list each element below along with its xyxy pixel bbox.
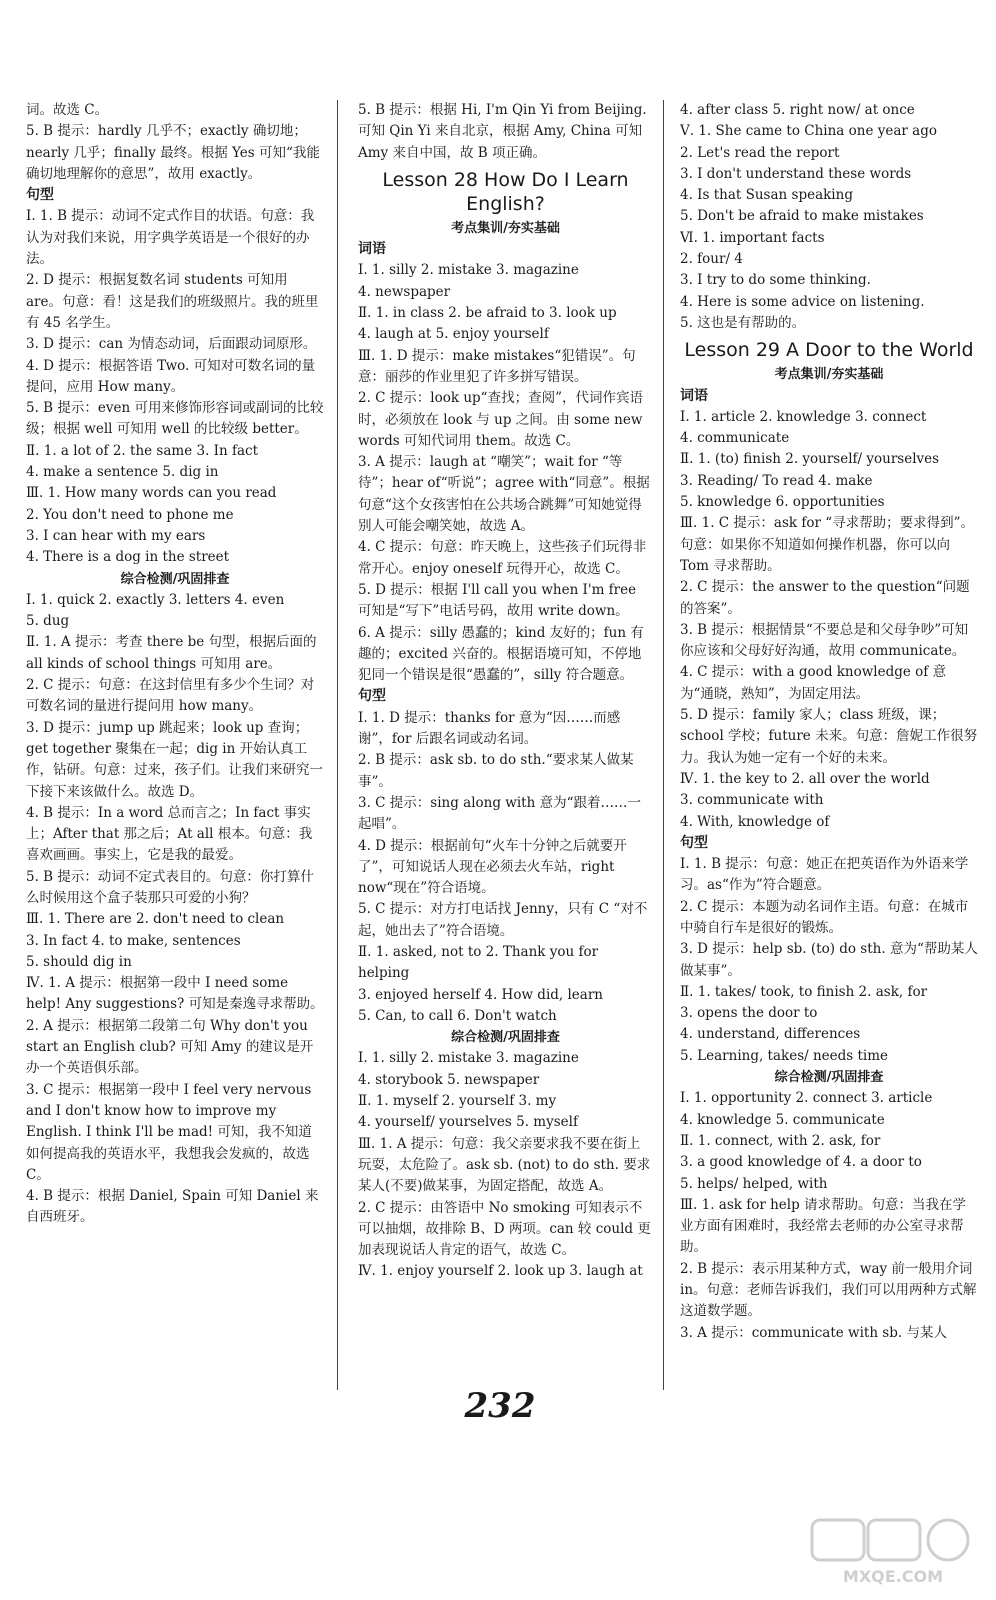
answer-line: 3. D 提示：jump up 跳起来；look up 查询；get together 聚集在一起；dig in 开始认真工作，钻研。句意：过来，孩子们。让我们来研究一下接下来该做什么。故选 D。 — [26, 719, 323, 800]
answer-line: 2. C 提示：look up“查找；查阅”，代词作宾语时，必须放在 look 与 up 之间。由 some new words 可知代词用 them。故选 C。 — [358, 390, 643, 449]
section-heading: 句型 — [358, 688, 386, 705]
answer-line: Ⅰ. 1. opportunity 2. connect 3. article — [680, 1090, 933, 1107]
answer-line: 5. helps/ helped, with — [680, 1175, 828, 1192]
answer-line: Ⅲ. 1. D 提示：make mistakes“犯错误”。句意：丽莎的作业里犯了许多拼写错误。 — [358, 347, 636, 385]
answer-line: Ⅳ. 1. A 提示：根据第一段中 I need some help! Any suggestions? 可知是秦逸寻求帮助。 — [26, 975, 324, 1013]
answer-line: 3. opens the door to — [680, 1005, 818, 1022]
answer-line: Ⅵ. 1. important facts — [680, 229, 825, 246]
answer-line: Ⅱ. 1. a lot of 2. the same 3. In fact — [26, 442, 258, 459]
lesson-title: Lesson 28 How Do I Learn English? — [382, 168, 629, 215]
answer-line: Ⅱ. 1. in class 2. be afraid to 3. look up — [358, 305, 617, 322]
section-heading: 句型 — [26, 187, 54, 204]
answer-line: 5. B 提示：hardly 几乎不；exactly 确切地；nearly 几乎；finally 最终。根据 Yes 可知“我能确切地理解你的意思”，故用 exactly。 — [26, 123, 320, 182]
column-right — [680, 100, 978, 1344]
answer-line: 4. yourself/ yourselves 5. myself — [358, 1114, 578, 1131]
answer-line: 3. In fact 4. to make, sentences — [26, 932, 241, 949]
answer-line: Ⅳ. 1. enjoy yourself 2. look up 3. laugh at — [358, 1263, 643, 1280]
answer-line: Ⅰ. 1. B 提示：句意：她正在把英语作为外语来学习。as“作为”符合题意。 — [680, 856, 969, 894]
answer-line: 5. dug — [26, 613, 70, 630]
answer-line: 3. C 提示：sing along with 意为“跟着……一起唱”。 — [358, 794, 641, 833]
answer-line: Ⅴ. 1. She came to China one year ago — [680, 123, 937, 140]
answer-line: 2. C 提示：the answer to the question“问题的答案”。 — [680, 579, 970, 617]
answer-line: Ⅱ. 1. takes/ took, to finish 2. ask, for — [680, 983, 928, 1000]
answer-line: 5. D 提示：family 家人；class 班级，课；school 学校；future 未来。句意：詹妮工作很努力。我认为她一定有一个好的未来。 — [680, 707, 978, 766]
answer-line: Ⅱ. 1. myself 2. yourself 3. my — [358, 1093, 557, 1110]
answer-line: Ⅳ. 1. the key to 2. all over the world — [680, 770, 930, 787]
answer-line: 3. a good knowledge of 4. a door to — [680, 1154, 922, 1171]
answer-line: 5. D 提示：根据 I'll call you when I'm free 可知是“写下”电话号码，故用 write down。 — [358, 581, 637, 620]
answer-line: 3. communicate with — [680, 792, 824, 809]
answer-line: 3. A 提示：laugh at “嘲笑”；wait for “等待”；hear of“听说”；agree with“同意”。根据句意“这个女孩害怕在公共场合跳舞”可知她觉得别人可能会嘲笑她，故选 A。 — [358, 454, 650, 535]
answer-line: 4. newspaper — [358, 283, 451, 300]
answer-line: Ⅰ. 1. D 提示：thanks for 意为“因……而感谢”，for 后跟名词或动名词。 — [358, 709, 621, 748]
column-divider — [337, 100, 338, 1390]
answer-line: 3. C 提示：根据第一段中 I feel very nervous and I don't know how to improve my English. I think I'll be mad! 可知，我不知道如何提高我的英语水平，我想我会发疯的，故选 C。 — [26, 1081, 312, 1183]
answer-line: 4. laugh at 5. enjoy yourself — [358, 326, 549, 343]
answer-line: 3. D 提示：help sb. (to) do sth. 意为“帮助某人做某事”。 — [680, 941, 978, 979]
answer-line: Ⅱ. 1. (to) finish 2. yourself/ yourselves — [680, 451, 940, 468]
answer-line: 6. A 提示：silly 愚蠢的；kind 友好的；fun 有趣的；excited 兴奋的。根据语境可知，不停地犯同一个错误是很“愚蠢的”，silly 符合题意。 — [358, 624, 644, 684]
answer-line: 4. C 提示：句意：昨天晚上，这些孩子们玩得非常开心。enjoy oneself 玩得开心，故选 C。 — [358, 539, 647, 577]
lesson-title: Lesson 29 A Door to the World — [684, 339, 974, 362]
answer-line: Ⅰ. 1. silly 2. mistake 3. magazine — [358, 1050, 579, 1067]
answer-line: Ⅰ. 1. silly 2. mistake 3. magazine — [358, 262, 579, 279]
answer-line: 2. D 提示：根据复数名词 students 可知用 are。句意：看！这是我们的班级照片。我的班里有 45 名学生。 — [26, 272, 319, 331]
answer-line: Ⅲ. 1. A 提示：句意：我父亲要求我不要在街上玩耍，太危险了。ask sb. (not) to do sth. 要求某人(不要)做某事，为固定搭配，故选 A。 — [358, 1135, 651, 1195]
answer-line: 3. I don't understand these words — [680, 165, 912, 182]
section-heading: 词语 — [680, 387, 708, 404]
answer-line: 3. A 提示：communicate with sb. 与某人 — [680, 1324, 947, 1341]
answer-line: 5. B 提示：根据 Hi, I'm Qin Yi from Beijing. 可知 Qin Yi 来自北京，根据 Amy, China 可知 Amy 来自中国，故 B 项正确。 — [358, 102, 647, 161]
answer-line: 4. understand, differences — [680, 1026, 861, 1043]
answer-line: 5. B 提示：动词不定式表目的。句意：你打算什么时候用这个盒子装那只可爱的小狗？ — [26, 868, 314, 906]
subsection-heading: 考点集训/夯实基础 — [774, 367, 884, 383]
subsection-heading: 综合检测/巩固排查 — [451, 1030, 560, 1046]
answer-line: Ⅲ. 1. ask for help 请求帮助。句意：当我在学业方面有困难时，我经常去老师的办公室寻求帮助。 — [680, 1196, 967, 1256]
answer-line: 4. D 提示：根据答语 Two. 可知对可数名词的量提问，应用 How many。 — [26, 357, 316, 395]
section-heading: 句型 — [680, 834, 708, 851]
watermark-text: MXQE.COM — [842, 1567, 944, 1586]
answer-line: 4. C 提示：with a good knowledge of 意为“通晓，熟知”，为固定用法。 — [680, 664, 947, 702]
subsection-heading: 综合检测/巩固排查 — [120, 571, 230, 587]
answer-line: 2. B 提示：表示用某种方式，way 前一般用介词 in。句意：老师告诉我们，我们可以用两种方式解这道数学题。 — [680, 1260, 977, 1320]
answer-line: 2. C 提示：由答语中 No smoking 可知表示不可以抽烟，故排除 B、D 两项。can 较 could 更加表现说话人肯定的语气，故选 C。 — [358, 1199, 651, 1259]
answer-line: 5. knowledge 6. opportunities — [680, 494, 885, 511]
answer-line: Ⅰ. 1. B 提示：动词不定式作目的状语。句意：我认为对我们来说，用字典学英语是一个很好的办法。 — [26, 208, 315, 268]
answer-line: 5. B 提示：even 可用来修饰形容词或副词的比较级；根据 well 可知用 well 的比较级 better。 — [26, 400, 324, 438]
answer-line: 2. C 提示：句意：在这封信里有多少个生词？对可数名词的量进行提问用 how many。 — [26, 677, 315, 715]
answer-line: 3. Reading/ To read 4. make — [680, 472, 873, 489]
answer-line: Ⅱ. 1. connect, with 2. ask, for — [680, 1132, 881, 1149]
column-divider — [663, 100, 664, 1390]
answer-line: 4. B 提示：In a word 总而言之；In fact 事实上；After that 那之后；At all 根本。句意：我喜欢画画。事实上，它是我的最爱。 — [26, 804, 313, 864]
answer-line: Ⅲ. 1. There are 2. don't need to clean — [26, 911, 285, 928]
answer-line: 3. D 提示：can 为情态动词，后面跟动词原形。 — [26, 336, 317, 353]
answer-line: 2. You don't need to phone me — [26, 506, 234, 523]
answer-line: 4. There is a dog in the street — [26, 549, 230, 566]
section-heading: 词语 — [358, 241, 386, 258]
answer-line: 5. 这也是有帮助的。 — [680, 314, 806, 331]
answer-line: 3. enjoyed herself 4. How did, learn — [358, 986, 603, 1003]
answer-line: Ⅲ. 1. C 提示：ask for “寻求帮助；要求得到”。句意：如果你不知道如何操作机器，你可以向 Tom 寻求帮助。 — [680, 515, 975, 574]
answer-line: 4. knowledge 5. communicate — [680, 1111, 885, 1128]
answer-line: 2. B 提示：ask sb. to do sth.“要求某人做某事”。 — [358, 752, 634, 790]
answer-line: 2. A 提示：根据第二段第二句 Why don't you start an English club? 可知 Amy 的建议是开办一个英语俱乐部。 — [26, 1017, 314, 1077]
page-number: 232 — [464, 1386, 536, 1426]
answer-line: 4. D 提示：根据前句“火车十分钟之后就要开了”，可知说话人现在必须去火车站，right now“现在”符合语境。 — [358, 837, 627, 897]
answer-line: 词。故选 C。 — [26, 102, 109, 118]
answer-line: 5. Learning, takes/ needs time — [680, 1047, 889, 1064]
answer-line: 3. B 提示：根据情景“不要总是和父母争吵”可知你应该和父母好好沟通，故用 communicate。 — [680, 621, 969, 660]
answer-line: 4. storybook 5. newspaper — [358, 1071, 540, 1088]
answer-line: 4. B 提示：根据 Daniel, Spain 可知 Daniel 来自西班牙。 — [26, 1188, 319, 1226]
answer-line: 5. C 提示：对方打电话找 Jenny，只有 C “对不起，她出去了”符合语境。 — [358, 901, 648, 939]
answer-line: 4. communicate — [680, 430, 790, 447]
answer-line: 4. Is that Susan speaking — [680, 187, 853, 204]
answer-line: Ⅰ. 1. quick 2. exactly 3. letters 4. even — [26, 591, 285, 608]
answer-line: 5. Can, to call 6. Don't watch — [358, 1007, 557, 1024]
subsection-heading: 综合检测/巩固排查 — [774, 1070, 884, 1086]
subsection-heading: 考点集训/夯实基础 — [451, 220, 560, 236]
answer-line: Ⅱ. 1. A 提示：考查 there be 句型，根据后面的 all kinds of school things 可知用 are。 — [26, 634, 317, 672]
answer-line: 3. I can hear with my ears — [26, 527, 206, 544]
answer-line: 2. C 提示：本题为动名词作主语。句意：在城市中骑自行车是很好的锻炼。 — [680, 898, 969, 936]
answer-line: 5. should dig in — [26, 953, 132, 970]
column-middle — [358, 100, 653, 1283]
answer-line: 2. Let's read the report — [680, 144, 840, 161]
answer-line: 4. make a sentence 5. dig in — [26, 464, 219, 481]
answer-line: 3. I try to do some thinking. — [680, 272, 871, 289]
answer-line: 2. four/ 4 — [680, 251, 743, 268]
column-left — [26, 100, 324, 1229]
answer-line: Ⅲ. 1. How many words can you read — [26, 485, 277, 502]
answer-line: 4. With, knowledge of — [680, 813, 830, 830]
answer-line: 4. after class 5. right now/ at once — [680, 102, 915, 118]
answer-line: 4. Here is some advice on listening. — [680, 293, 925, 310]
answer-line: Ⅰ. 1. article 2. knowledge 3. connect — [680, 408, 927, 425]
answer-line: 5. Don't be afraid to make mistakes — [680, 208, 924, 225]
watermark-logo — [808, 1516, 978, 1588]
answer-line: Ⅱ. 1. asked, not to 2. Thank you for helping — [358, 943, 599, 982]
